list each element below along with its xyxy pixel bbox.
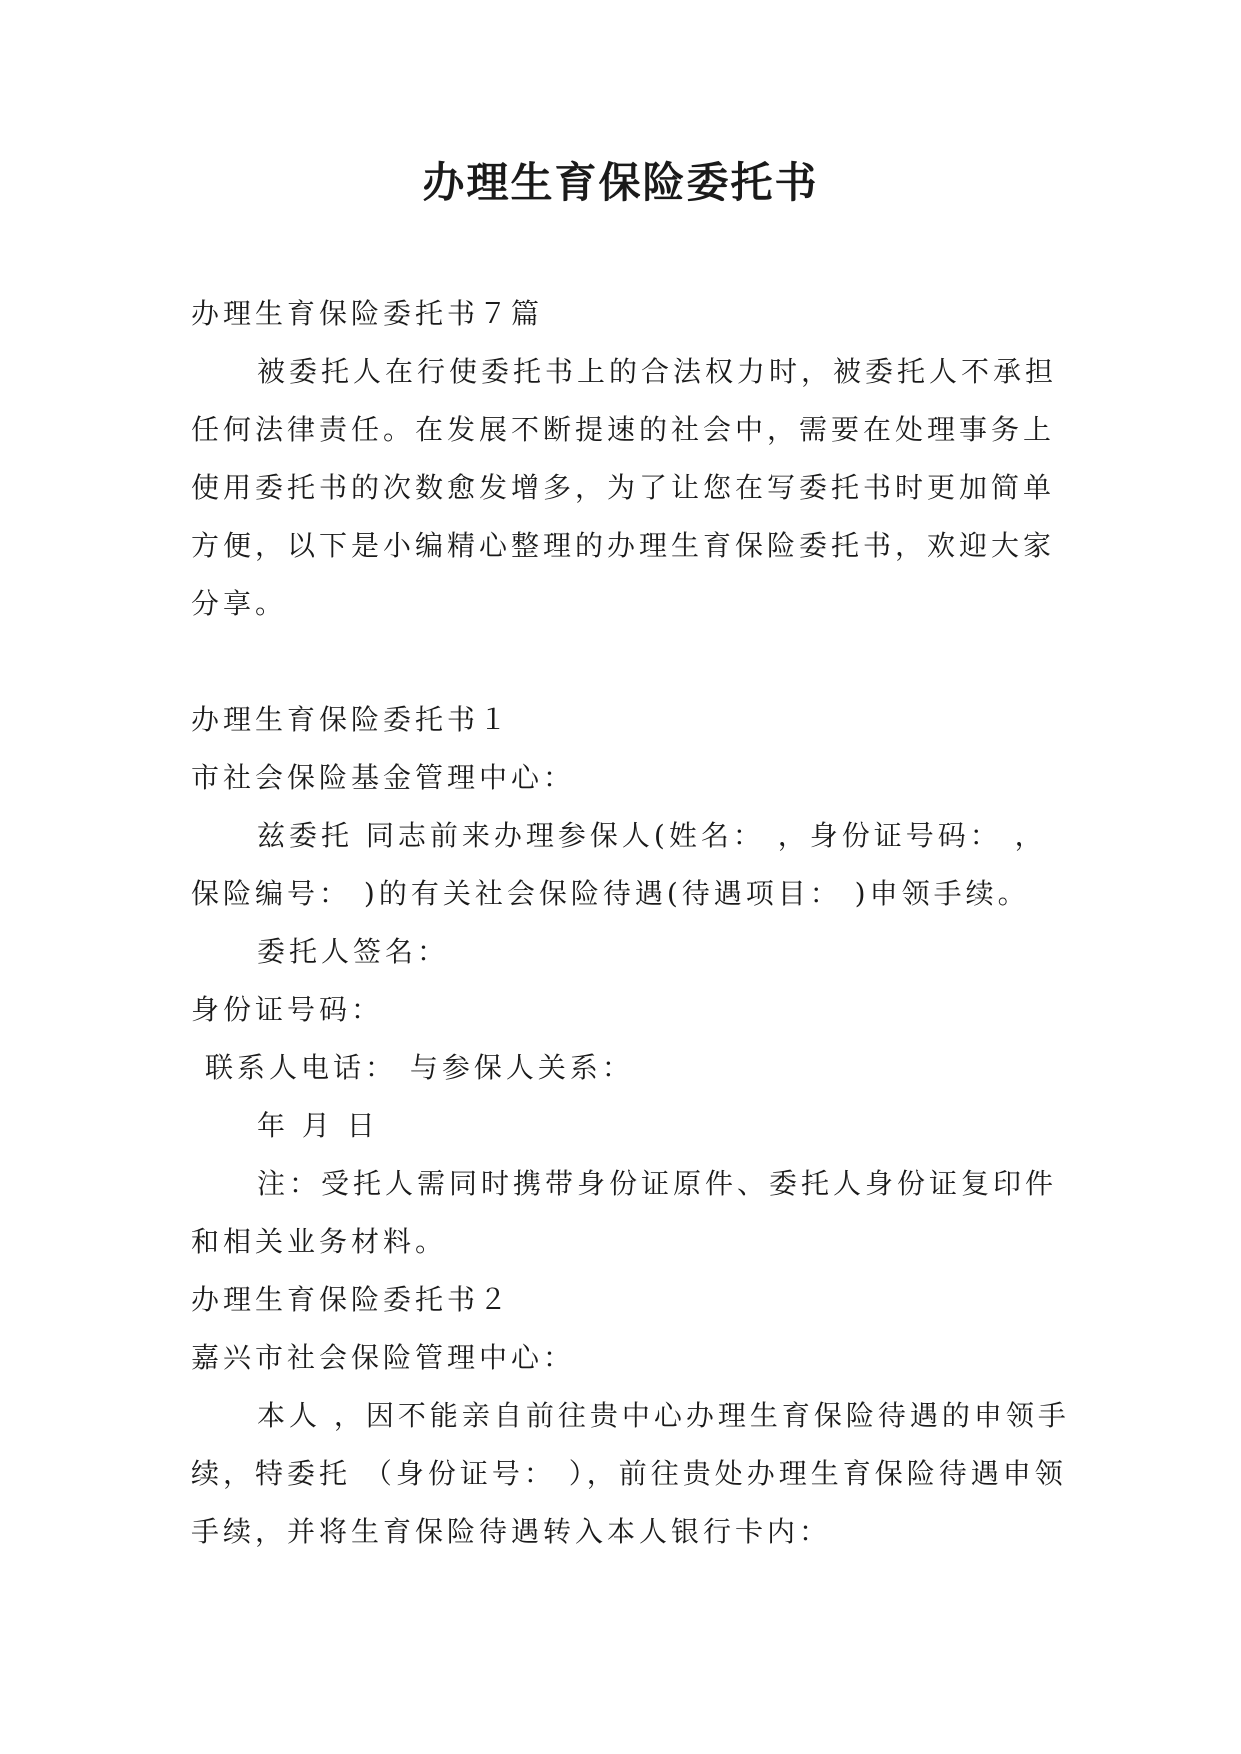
collection-heading: 办理生育保险委托书７篇: [191, 297, 544, 330]
principal-signature-line: 委托人签名：: [257, 935, 450, 968]
document-body: [191, 285, 1071, 1561]
authorization-paragraph-2: 本人 ，因不能亲自前往贵中心办理生育保险待遇的申领手续，特委托 （身份证号： ），前往贵处办理生育保险待遇申领手续，并将生育保险待遇转入本人银行卡内：: [191, 1399, 1070, 1548]
document-title: 办理生育保险委托书: [422, 158, 819, 207]
note-paragraph: 注：受托人需同时携带身份证原件、委托人身份证复印件和相关业务材料。: [191, 1167, 1058, 1258]
id-number-line: 身份证号码：: [191, 993, 384, 1026]
section-heading-1: 办理生育保险委托书１: [191, 703, 512, 736]
section-heading-2: 办理生育保险委托书２: [191, 1283, 512, 1316]
date-line: 年 月 日: [257, 1109, 379, 1142]
intro-paragraph: 被委托人在行使委托书上的合法权力时，被委托人不承担任何法律责任。在发展不断提速的社会中，需要在处理事务上使用委托书的次数愈发增多，为了让您在写委托书时更加简单方便，以下是小编精心整理的办理生育保险委托书，欢迎大家分享。: [191, 355, 1058, 620]
authorization-paragraph-1: 兹委托 同志前来办理参保人(姓名： ，身份证号码： ，保险编号： )的有关社会保险待遇(待遇项目： )申领手续。: [191, 819, 1047, 910]
addressee-2: 嘉兴市社会保险管理中心：: [191, 1341, 576, 1374]
contact-relation-line: 联系人电话： 与参保人关系：: [205, 1051, 634, 1084]
addressee-1: 市社会保险基金管理中心：: [191, 761, 576, 794]
